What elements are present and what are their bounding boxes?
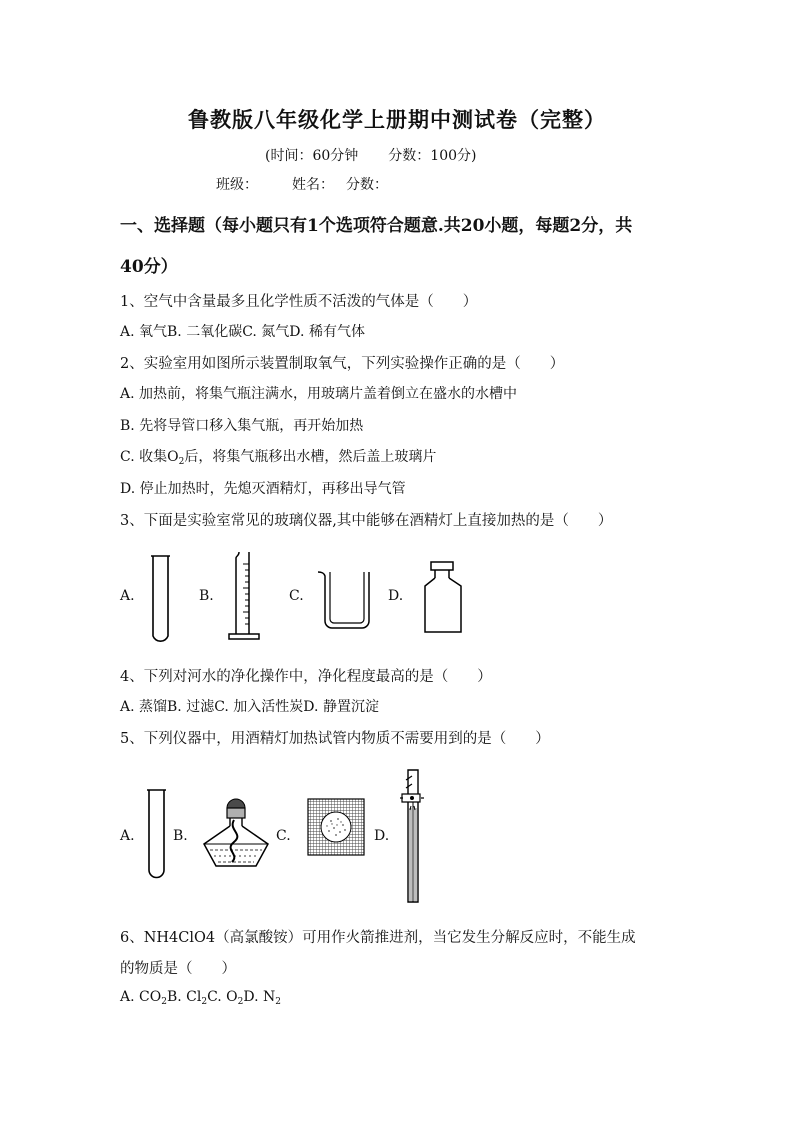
exam-time: (时间：60分钟 xyxy=(265,148,359,164)
question-3-stem: 3、下面是实验室常见的玻璃仪器,其中能够在酒精灯上直接加热的是（ ） xyxy=(120,513,613,529)
option-d: D. N xyxy=(243,989,276,1005)
asbestos-gauze-icon xyxy=(307,798,365,856)
option-d-subscript: 2 xyxy=(275,997,282,1007)
question-1-options: A. 氧气B. 二氧化碳C. 氮气D. 稀有气体 xyxy=(120,324,365,340)
page-title: 鲁教版八年级化学上册期中测试卷（完整） xyxy=(188,107,606,132)
option-c-subscript: 2 xyxy=(178,457,185,467)
question-2-option-a: A. 加热前，将集气瓶注满水，用玻璃片盖着倒立在盛水的水槽中 xyxy=(120,386,518,402)
question-6-stem-line1: 6、NH4ClO4（高氯酸铵）可用作火箭推进剂，当它发生分解反应时，不能生成 xyxy=(120,930,636,946)
question-2-option-d: D. 停止加热时，先熄灭酒精灯，再移出导气管 xyxy=(120,481,406,497)
option-a: A. CO xyxy=(120,989,162,1005)
exam-meta xyxy=(265,145,476,165)
q3-label-d: D. xyxy=(388,588,404,604)
option-c-text: C. 收集O xyxy=(120,449,179,465)
class-label: 班级： xyxy=(216,177,258,193)
section-heading-line1: 一、选择题（每小题只有1个选项符合题意.共20小题，每题2分，共 xyxy=(120,216,633,236)
option-b: B. Cl xyxy=(166,989,202,1005)
option-c-subscript: 2 xyxy=(237,997,244,1007)
question-2-option-c xyxy=(120,446,436,466)
beaker-icon xyxy=(316,569,376,631)
test-tube-icon xyxy=(144,788,170,880)
question-6-options xyxy=(120,989,281,1005)
question-4-options: A. 蒸馏B. 过滤C. 加入活性炭D. 静置沉淀 xyxy=(120,699,379,715)
question-2-option-b: B. 先将导管口移入集气瓶，再开始加热 xyxy=(120,418,364,434)
option-b-subscript: 2 xyxy=(201,997,208,1007)
student-info xyxy=(182,174,388,194)
question-6-stem-line2: 的物质是（ ） xyxy=(120,961,236,977)
alcohol-lamp-icon xyxy=(200,792,272,870)
test-tube-icon xyxy=(146,554,176,648)
question-2-stem: 2、实验室用如图所示装置制取氧气，下列实验操作正确的是（ ） xyxy=(120,356,565,372)
q5-label-b: B. xyxy=(173,828,188,844)
exam-score: 分数：100分) xyxy=(388,148,477,164)
option-c-text-rest: 后，将集气瓶移出水槽，然后盖上玻璃片 xyxy=(184,449,437,465)
q5-label-d: D. xyxy=(374,828,390,844)
reagent-bottle-icon xyxy=(420,560,466,636)
graduated-cylinder-icon xyxy=(225,550,265,642)
q3-label-a: A. xyxy=(120,588,135,604)
name-label: 姓名： xyxy=(292,177,334,193)
question-4-stem: 4、下列对河水的净化操作中，净化程度最高的是（ ） xyxy=(120,669,492,685)
question-1-stem: 1、空气中含量最多且化学性质不活泼的气体是（ ） xyxy=(120,294,478,310)
test-tube-holder-icon xyxy=(398,768,428,904)
q3-label-c: C. xyxy=(289,588,304,604)
section-heading-line2: 40分） xyxy=(120,257,178,277)
option-c: C. O xyxy=(207,989,238,1005)
q3-label-b: B. xyxy=(199,588,214,604)
score-label: 分数： xyxy=(346,177,388,193)
question-5-stem: 5、下列仪器中，用酒精灯加热试管内物质不需要用到的是（ ） xyxy=(120,731,550,747)
option-a-subscript: 2 xyxy=(161,997,167,1007)
q5-label-c: C. xyxy=(276,828,291,844)
q5-label-a: A. xyxy=(120,828,135,844)
